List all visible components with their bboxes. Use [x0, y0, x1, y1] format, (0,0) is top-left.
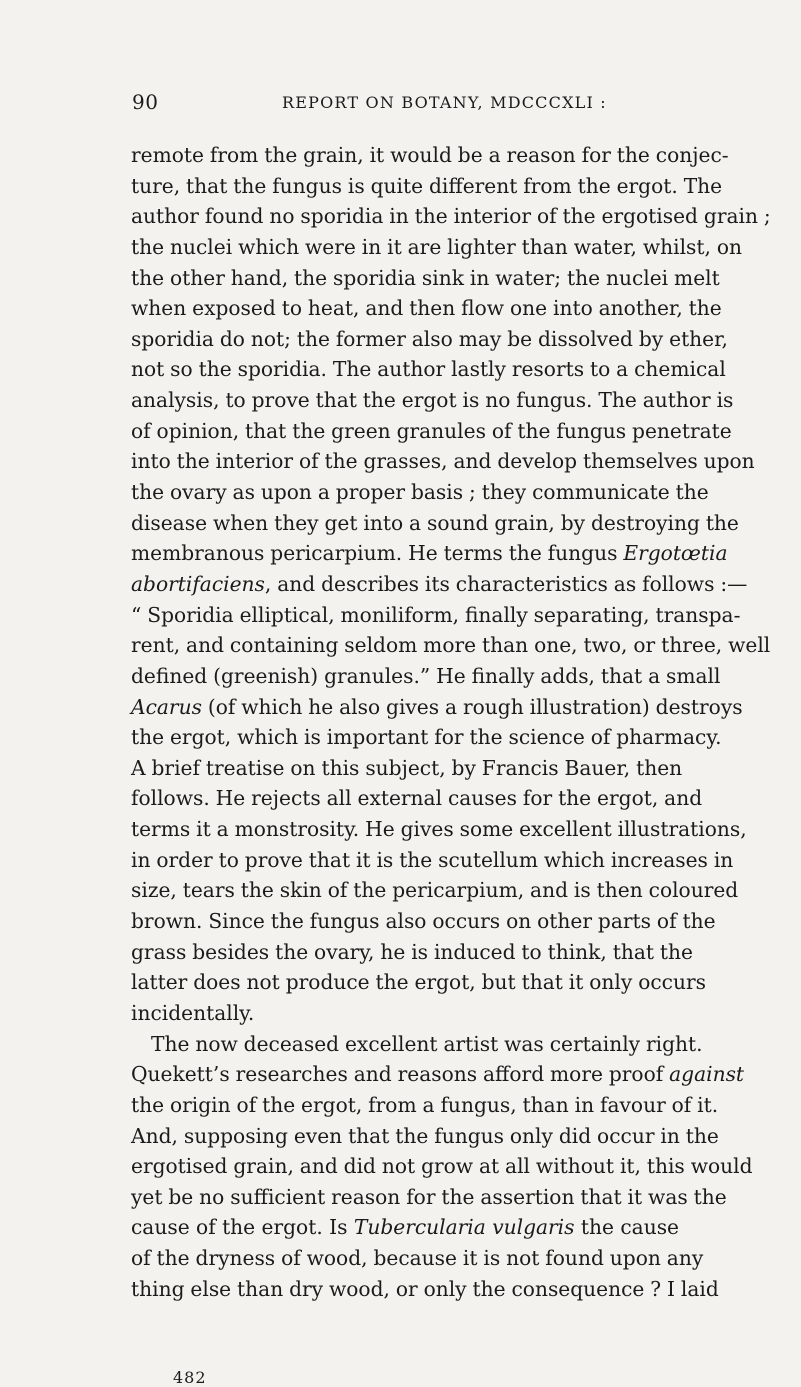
- text-line: [131, 783, 703, 814]
- text-line: [131, 293, 722, 324]
- line-text: yet be no sufficient reason for the assertion that it was the: [131, 1184, 727, 1209]
- line-text: sporidia do not; the former also may be dissolved by ether,: [131, 326, 728, 351]
- line-text: the nuclei which were in it are lighter than water, whilst, on: [131, 234, 743, 259]
- text-line: [131, 875, 739, 906]
- line-text: grass besides the ovary, he is induced to think, that the: [131, 939, 693, 964]
- text-line: [131, 263, 720, 294]
- line-text: cause of the ergot. Is: [131, 1215, 354, 1240]
- line-text: when exposed to heat, and then flow one into another, the: [131, 296, 722, 321]
- line-text: of the dryness of wood, because it is not found upon any: [131, 1246, 704, 1271]
- line-text: incidentally.: [131, 1000, 255, 1025]
- line-text: terms it a monstrosity. He gives some excellent illustrations,: [131, 817, 747, 842]
- line-text: into the interior of the grasses, and develop themselves upon: [131, 449, 755, 474]
- line-text: analysis, to prove that the ergot is no fungus. The author is: [131, 388, 734, 413]
- text-line: [131, 1029, 703, 1060]
- text-line: [131, 1059, 745, 1090]
- text-line: [131, 569, 748, 600]
- line-text: , and describes its characteristics as follows :—: [264, 571, 748, 596]
- line-text: the ovary as upon a proper basis ; they communicate the: [131, 480, 709, 505]
- italic-term: Ergotœtia: [623, 541, 728, 566]
- text-line: [131, 140, 729, 171]
- line-text: The now deceased excellent artist was certainly right.: [151, 1031, 703, 1056]
- line-text: “ Sporidia elliptical, moniliform, finally separating, transpa-: [131, 602, 741, 627]
- text-line: [131, 538, 728, 569]
- text-line: [131, 508, 739, 539]
- text-line: [131, 446, 755, 477]
- text-line: [131, 967, 706, 998]
- signature-mark: 482: [173, 1368, 207, 1387]
- text-line: [131, 354, 726, 385]
- line-text: brown. Since the fungus also occurs on other parts of the: [131, 909, 716, 934]
- italic-term: abortifaciens: [131, 571, 265, 596]
- text-line: [131, 906, 716, 937]
- text-line: [131, 814, 747, 845]
- line-text: rent, and containing seldom more than one, two, or three, well: [131, 633, 771, 658]
- page-number: 90: [132, 90, 159, 114]
- text-line: [131, 171, 723, 202]
- text-line: [131, 692, 743, 723]
- text-line: [131, 753, 683, 784]
- text-line: [131, 1121, 719, 1152]
- text-line: [131, 416, 732, 447]
- line-text: of opinion, that the green granules of the fungus penetrate: [131, 418, 732, 443]
- line-text: And, supposing even that the fungus only did occur in the: [131, 1123, 719, 1148]
- line-text-tail: the cause: [574, 1215, 680, 1240]
- line-text: Quekett’s researches and reasons afford more proof: [131, 1062, 670, 1087]
- line-text: the ergot, which is important for the science of pharmacy.: [131, 725, 722, 750]
- line-text: not so the sporidia. The author lastly resorts to a chemical: [131, 357, 726, 382]
- line-text: latter does not produce the ergot, but that it only occurs: [131, 970, 706, 995]
- page-header: [132, 90, 677, 118]
- text-line: [131, 477, 709, 508]
- line-text: in order to prove that it is the scutellum which increases in: [131, 847, 734, 872]
- italic-term: against: [669, 1062, 745, 1087]
- text-line: [131, 600, 741, 631]
- body-text: [131, 140, 771, 1304]
- line-text: A brief treatise on this subject, by Francis Bauer, then: [131, 755, 683, 780]
- text-line: [131, 937, 693, 968]
- line-text: ergotised grain, and did not grow at all without it, this would: [131, 1154, 753, 1179]
- line-text: (of which he also gives a rough illustration) destroys: [201, 694, 743, 719]
- line-text: ture, that the fungus is quite different from the ergot. The: [131, 173, 723, 198]
- text-line: [131, 1151, 753, 1182]
- line-text: remote from the grain, it would be a reason for the conjec-: [131, 143, 729, 167]
- text-line: [131, 385, 734, 416]
- line-text: follows. He rejects all external causes for the ergot, and: [131, 786, 703, 811]
- text-line: [131, 661, 721, 692]
- text-line: [131, 232, 743, 263]
- running-head: REPORT ON BOTANY, MDCCCXLI :: [282, 93, 607, 112]
- text-line: [131, 630, 771, 661]
- text-line: [131, 1274, 719, 1305]
- line-text: thing else than dry wood, or only the consequence ? I laid: [131, 1276, 719, 1301]
- text-line: [131, 201, 771, 232]
- line-text: defined (greenish) granules.” He finally adds, that a small: [131, 663, 721, 688]
- text-line: [131, 1182, 727, 1213]
- text-line: [131, 1090, 719, 1121]
- line-text: the other hand, the sporidia sink in water; the nuclei melt: [131, 265, 720, 290]
- text-line: [131, 845, 734, 876]
- text-line: [131, 324, 728, 355]
- italic-term: Acarus: [131, 694, 202, 719]
- italic-term: Tubercularia vulgaris: [353, 1215, 575, 1240]
- line-text: the origin of the ergot, from a fungus, than in favour of it.: [131, 1092, 719, 1117]
- line-text: membranous pericarpium. He terms the fungus: [131, 541, 624, 566]
- line-text: author found no sporidia in the interior of the ergotised grain ;: [131, 204, 771, 229]
- text-line: [131, 1212, 679, 1243]
- line-text: disease when they get into a sound grain, by destroying the: [131, 510, 739, 535]
- text-line: [131, 1243, 704, 1274]
- line-text: size, tears the skin of the pericarpium, and is then coloured: [131, 878, 739, 903]
- text-line: [131, 998, 679, 1029]
- text-line: [131, 722, 722, 753]
